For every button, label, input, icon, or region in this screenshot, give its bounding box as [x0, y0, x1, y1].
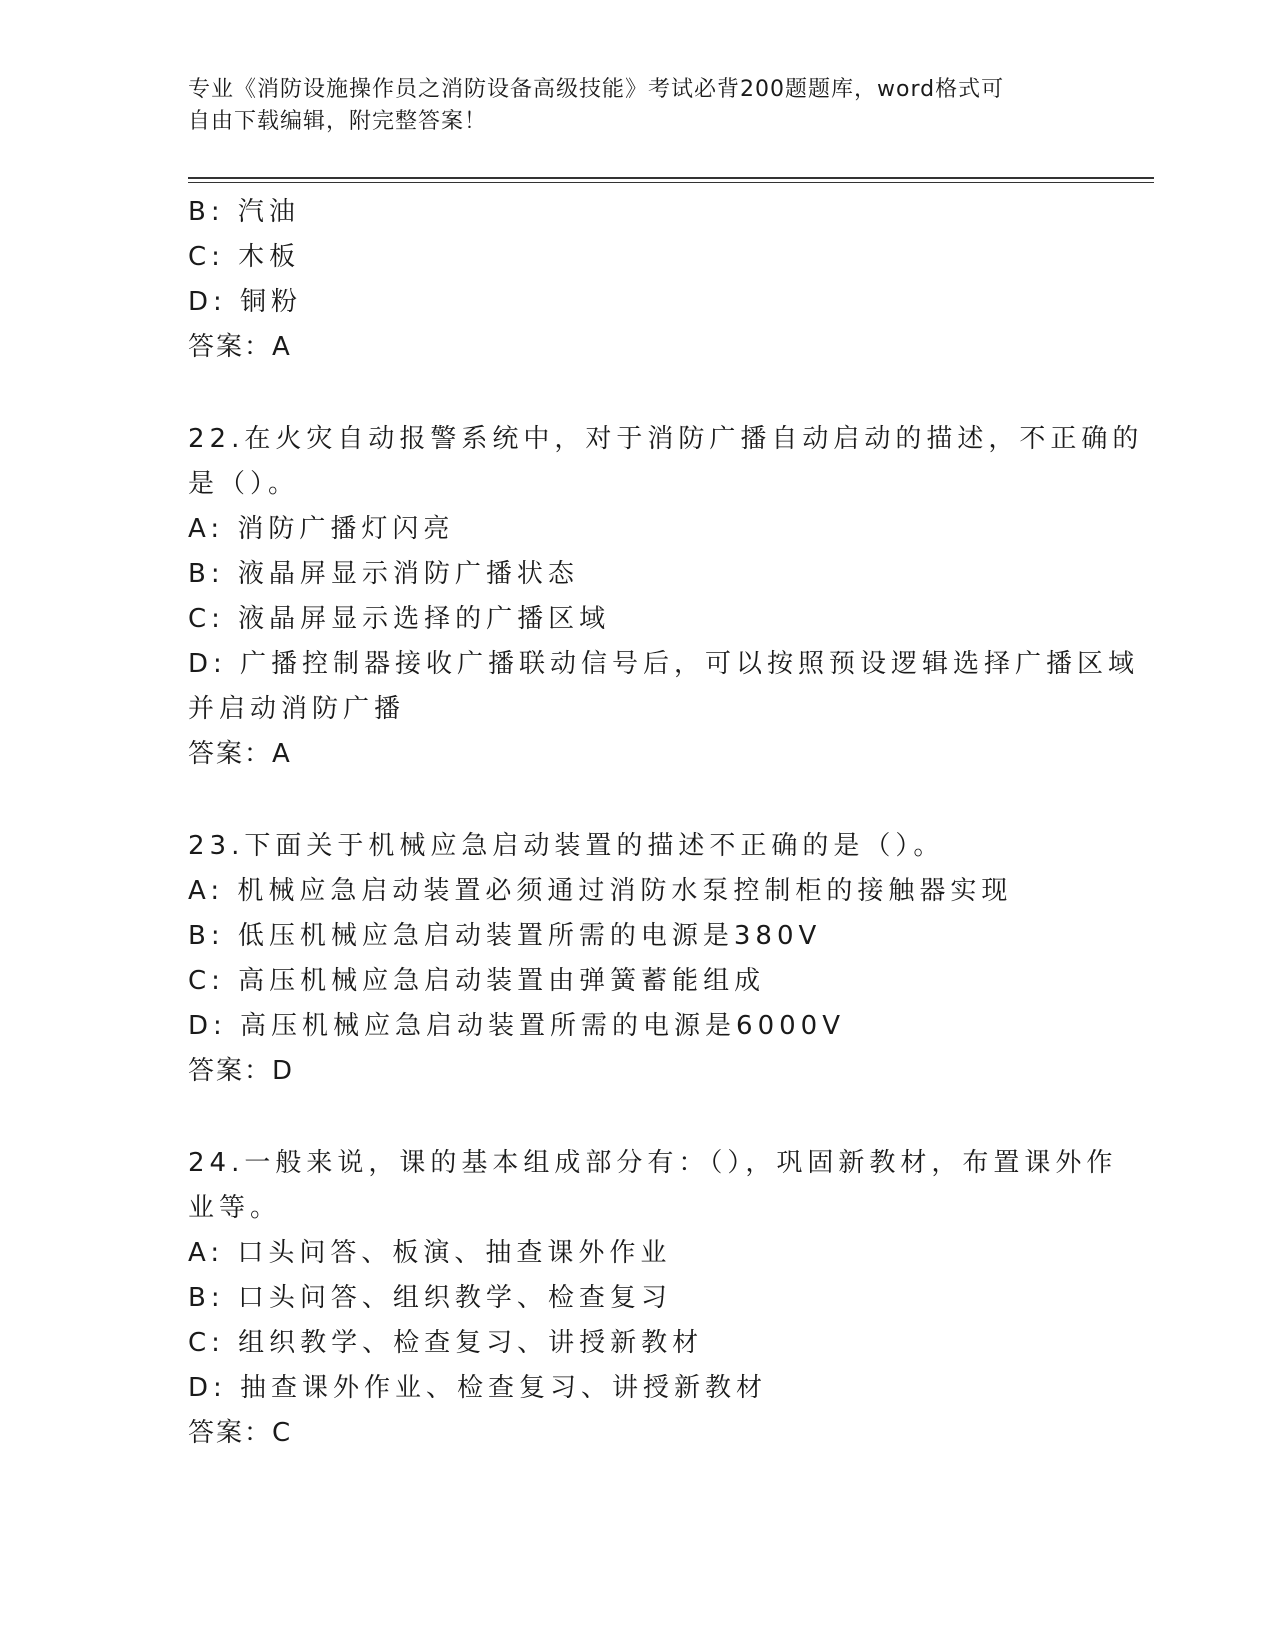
answer: 答案：D [188, 1056, 295, 1086]
option-b: B: 液晶屏显示消防广播状态 [188, 559, 579, 589]
question-text-cont: 是（）。 [188, 469, 300, 499]
answer: 答案：A [188, 332, 292, 362]
question-24 [188, 1141, 1118, 1456]
option-c: C: 组织教学、检查复习、讲授新教材 [188, 1328, 704, 1358]
option-a: A: 机械应急启动装置必须通过消防水泵控制柜的接触器实现 [188, 876, 1013, 906]
question-21-tail [188, 190, 1088, 370]
header-divider-thin [188, 182, 1154, 183]
header-line-1: 专业《消防设施操作员之消防设备高级技能》考试必背200题题库，word格式可 [188, 77, 1005, 102]
question-text: 24.一般来说，课的基本组成部分有：（），巩固新教材，布置课外作 [188, 1148, 1118, 1178]
option-b: B: 汽油 [188, 197, 300, 227]
question-22 [188, 417, 1144, 777]
spacer [188, 777, 1088, 824]
header-divider-thick [188, 177, 1154, 179]
option-d: D: 广播控制器接收广播联动信号后，可以按照预设逻辑选择广播区域 [188, 649, 1140, 679]
option-a: A: 口头问答、板演、抽查课外作业 [188, 1238, 672, 1268]
option-d: D: 高压机械应急启动装置所需的电源是6000V [188, 1011, 845, 1041]
question-text: 22.在火灾自动报警系统中，对于消防广播自动启动的描述，不正确的 [188, 424, 1144, 454]
option-d-cont: 并启动消防广播 [188, 694, 406, 724]
question-text: 23.下面关于机械应急启动装置的描述不正确的是（）。 [188, 831, 945, 861]
option-c: C: 液晶屏显示选择的广播区域 [188, 604, 611, 634]
question-text-cont: 业等。 [188, 1193, 282, 1223]
answer: 答案：C [188, 1418, 293, 1448]
question-list [188, 190, 1144, 1456]
option-a: A: 消防广播灯闪亮 [188, 514, 455, 544]
option-b: B: 口头问答、组织教学、检查复习 [188, 1283, 672, 1313]
spacer [188, 1094, 1088, 1141]
document-header [188, 74, 1068, 138]
spacer [188, 370, 1088, 417]
option-c: C: 木板 [188, 242, 301, 272]
question-23 [188, 824, 1088, 1094]
option-d: D: 铜粉 [188, 287, 303, 317]
option-c: C: 高压机械应急启动装置由弹簧蓄能组成 [188, 966, 766, 996]
option-b: B: 低压机械应急启动装置所需的电源是380V [188, 921, 822, 951]
option-d: D: 抽查课外作业、检查复习、讲授新教材 [188, 1373, 768, 1403]
answer: 答案：A [188, 739, 292, 769]
header-line-2: 自由下载编辑，附完整答案！ [188, 109, 488, 134]
